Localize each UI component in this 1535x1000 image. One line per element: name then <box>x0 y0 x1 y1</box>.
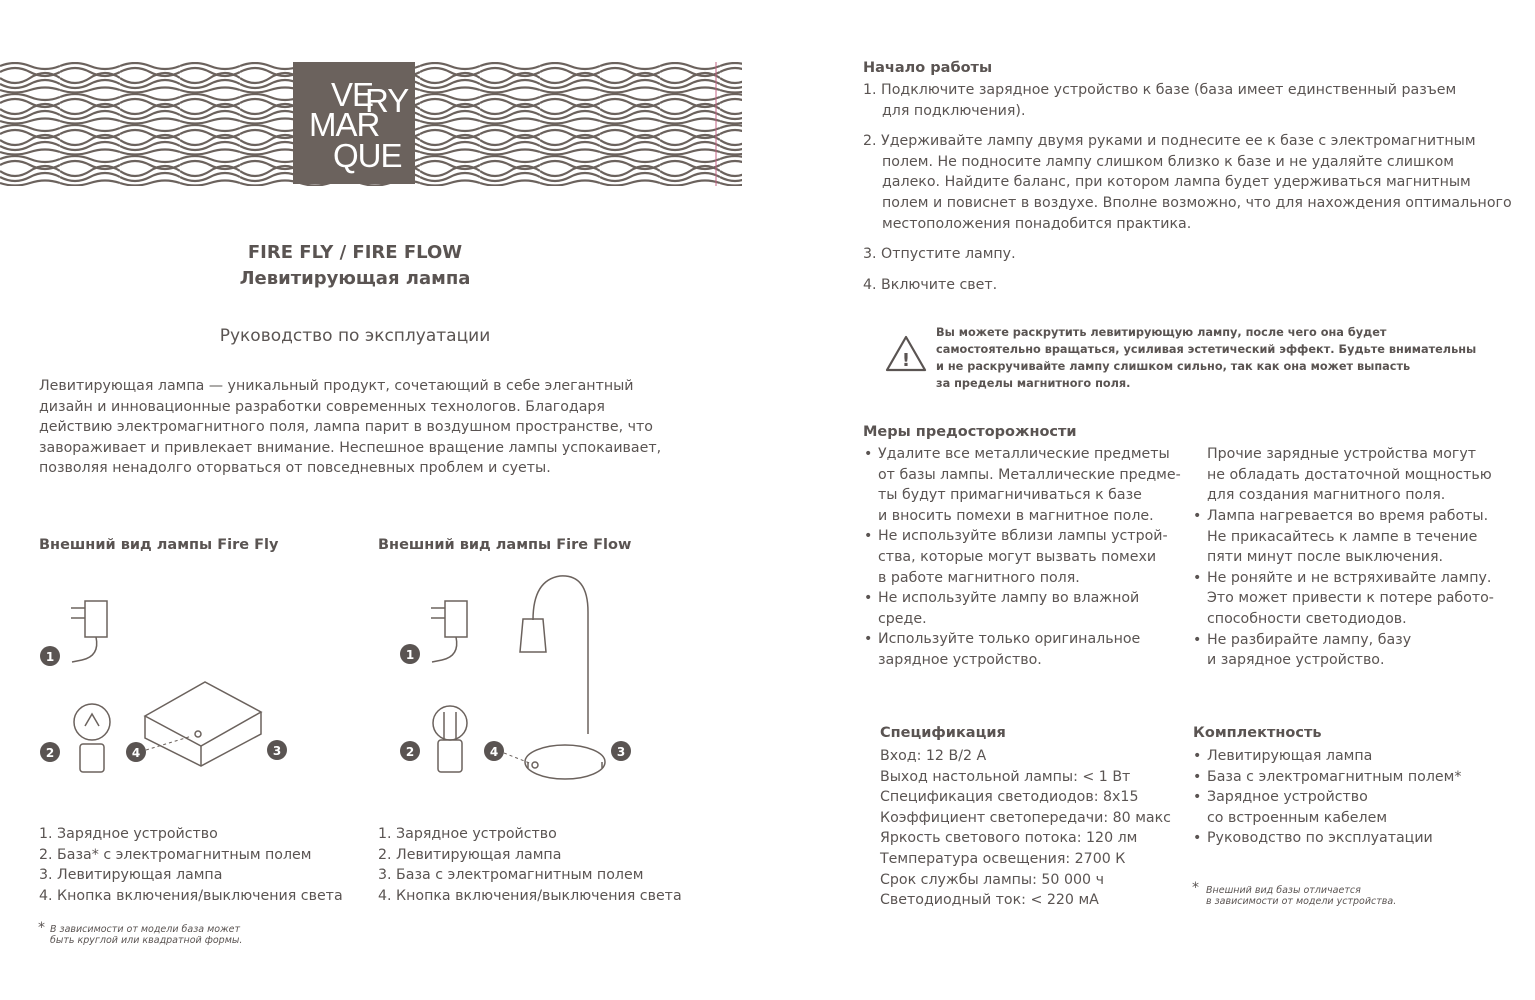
precautions-list-left <box>864 444 1184 671</box>
item-line: • База с электромагнитным полем* <box>1207 768 1462 785</box>
spec-row: Спецификация светодиодов: 8х15 <box>880 789 1139 806</box>
footnote-asterisk: * <box>38 920 45 936</box>
intro-line: завораживает и привлекает внимание. Неспешное вращение лампы успокаивает, <box>39 439 662 456</box>
list-item <box>864 444 1184 526</box>
logo-line1b: RY <box>365 82 409 119</box>
precautions-list-right <box>1193 506 1523 671</box>
precautions-heading: Меры предосторожности <box>863 424 1077 440</box>
item-line: • Используйте только оригинальное <box>878 631 1141 648</box>
bulb-illustration <box>433 706 467 772</box>
item-line: среде. <box>878 610 927 627</box>
step-line: 1. Подключите зарядное устройство к базе (база имеет единственный разъем <box>863 82 1457 98</box>
warning-line: самостоятельно вращаться, усиливая эстетический эффект. Будьте внимательны <box>936 343 1477 356</box>
item-line: зарядное устройство. <box>878 651 1042 668</box>
footnote-line: в зависимости от модели устройства. <box>1206 896 1397 907</box>
warning-line: и не раскручивайте лампу слишком сильно, так как она может выпасть <box>936 360 1411 373</box>
footnote-line: быть круглой или квадратной формы. <box>50 935 243 946</box>
step-item <box>863 275 1513 296</box>
list-item: 3. Левитирующая лампа <box>39 867 223 884</box>
firefly-illustration <box>30 590 300 790</box>
marker-2-label: 2 <box>45 746 55 760</box>
marker-4-label: 4 <box>131 746 141 760</box>
item-line: • Левитирующая лампа <box>1207 748 1373 764</box>
item-line: • Не разбирайте лампу, базу <box>1207 631 1412 648</box>
spec-row: Температура освещения: 2700 К <box>880 850 1126 867</box>
step-line: для подключения). <box>882 102 1026 119</box>
list-item: 4. Кнопка включения/выключения света <box>39 887 343 904</box>
spec-row: Вход: 12 В/2 А <box>880 748 987 764</box>
document-subtitle: Руководство по эксплуатации <box>219 326 491 346</box>
item-line: от базы лампы. Металлические предме- <box>878 466 1181 483</box>
start-steps <box>863 80 1513 305</box>
list-item <box>864 629 1184 670</box>
kit-list <box>1193 746 1513 849</box>
intro-line: Левитирующая лампа — уникальный продукт, сочетающий в себе элегантный <box>39 378 634 394</box>
logo-line3: QUE <box>333 137 402 174</box>
item-line: • Не роняйте и не встряхивайте лампу. <box>1207 569 1492 586</box>
title-line1: FIRE FLY / FIRE FLOW <box>247 242 463 263</box>
list-item <box>1193 630 1523 671</box>
spec-row: Срок службы лампы: 50 000 ч <box>880 871 1104 888</box>
kit-footnote <box>1206 885 1396 907</box>
item-line: со встроенным кабелем <box>1207 809 1388 826</box>
step-line: полем и повиснет в воздухе. Вполне возможно, что для нахождения оптимального <box>882 194 1512 211</box>
intro-paragraph <box>39 376 679 479</box>
marker-3-label: 3 <box>272 744 282 758</box>
arched-lamp-illustration <box>520 576 605 779</box>
item-line: в работе магнитного поля. <box>878 569 1080 586</box>
list-item: 2. Левитирующая лампа <box>378 846 562 863</box>
step-item <box>863 131 1513 234</box>
list-item <box>1193 767 1513 788</box>
step-line: полем. Не подносите лампу слишком близко к базе и не удаляйте слишком <box>882 153 1454 170</box>
step-item <box>863 244 1513 265</box>
title-line2: Левитирующая лампа <box>239 268 471 289</box>
list-item <box>864 588 1184 629</box>
charger-illustration <box>431 601 467 662</box>
intro-line: Прочие зарядные устройства могут <box>1207 446 1476 462</box>
charger-illustration <box>71 601 107 662</box>
list-item <box>1193 506 1523 568</box>
list-item: 3. База с электромагнитным полем <box>378 867 644 884</box>
warning-text <box>936 324 1476 392</box>
step-line: 2. Удерживайте лампу двумя руками и поднесите ее к базе с электромагнитным <box>863 133 1476 150</box>
square-base-illustration <box>145 682 261 766</box>
list-item: 1. Зарядное устройство <box>39 826 218 842</box>
intro-line: действию электромагнитного поля, лампа парит в воздушном пространстве, что <box>39 419 653 436</box>
step-line: 4. Включите свет. <box>863 276 998 293</box>
list-item <box>1193 828 1513 849</box>
item-line: Не прикасайтесь к лампе в течение <box>1207 528 1478 545</box>
brand-logo <box>293 62 415 184</box>
item-line: пяти минут после выключения. <box>1207 549 1444 566</box>
intro-line: дизайн и инновационные разработки современных технологов. Благодаря <box>39 398 605 415</box>
item-line: Это может привести к потере работо- <box>1207 590 1494 607</box>
list-item <box>1193 746 1513 767</box>
step-line: 3. Отпустите лампу. <box>863 246 1016 263</box>
item-line: • Не используйте лампу во влажной <box>878 590 1140 607</box>
marker-4-label: 4 <box>489 745 499 759</box>
step-item <box>863 80 1513 121</box>
item-line: • Лампа нагревается во время работы. <box>1207 508 1489 524</box>
list-item <box>1193 787 1513 828</box>
spec-list <box>880 746 1171 911</box>
logo-line2: MAR <box>309 106 380 143</box>
document-title <box>40 240 670 292</box>
item-line: • Удалите все металлические предметы <box>878 446 1170 462</box>
start-heading: Начало работы <box>863 60 993 76</box>
step-line: далеко. Найдите баланс, при котором лампа будет удерживаться магнитным <box>882 174 1471 191</box>
marker-3-label: 3 <box>616 745 626 759</box>
step-line: местоположения понадобится практика. <box>882 215 1192 232</box>
item-line: способности светодиодов. <box>1207 610 1407 627</box>
warning-icon <box>884 334 928 374</box>
item-line: • Не используйте вблизи лампы устрой- <box>878 528 1168 545</box>
list-item: 4. Кнопка включения/выключения света <box>378 887 682 904</box>
spec-row: Выход настольной лампы: < 1 Вт <box>880 768 1131 785</box>
spec-heading: Спецификация <box>880 725 1006 741</box>
precautions-right <box>1207 444 1517 506</box>
kit-heading: Комплектность <box>1193 725 1322 741</box>
firefly-parts-list <box>39 824 343 906</box>
footnote-line: В зависимости от модели база может <box>50 924 241 935</box>
bulb-illustration <box>74 704 110 772</box>
fireflow-heading: Внешний вид лампы Fire Flow <box>378 537 632 553</box>
spec-row: Коэффициент светопередачи: 80 макс <box>880 809 1171 826</box>
marker-2-label: 2 <box>405 745 415 759</box>
warning-line: за пределы магнитного поля. <box>936 377 1131 390</box>
item-line: ства, которые могут вызвать помехи <box>878 548 1157 565</box>
firefly-heading: Внешний вид лампы Fire Fly <box>39 537 279 553</box>
warning-symbol: ! <box>901 350 911 371</box>
footnote-asterisk: * <box>1192 880 1199 896</box>
marker-1-label: 1 <box>405 648 415 662</box>
spec-row: Яркость светового потока: 120 лм <box>880 830 1138 847</box>
marker-1-label: 1 <box>45 650 55 664</box>
fireflow-parts-list <box>378 824 682 906</box>
firefly-footnote <box>50 924 242 946</box>
item-line: ты будут примагничиваться к базе <box>878 487 1142 504</box>
list-item: 2. База* с электромагнитным полем <box>39 846 312 863</box>
item-line: и зарядное устройство. <box>1207 652 1385 669</box>
list-item: 1. Зарядное устройство <box>378 826 557 842</box>
intro-line: не обладать достаточной мощностью <box>1207 466 1492 483</box>
list-item <box>1193 568 1523 630</box>
logo-line1: VE <box>331 76 374 113</box>
footnote-line: Внешний вид базы отличается <box>1206 885 1361 896</box>
fireflow-illustration <box>390 572 650 792</box>
spec-row: Светодиодный ток: < 220 мА <box>880 892 1099 909</box>
item-line: • Руководство по эксплуатации <box>1207 830 1433 847</box>
item-line: и вносить помехи в магнитное поле. <box>878 507 1154 524</box>
item-line: • Зарядное устройство <box>1207 789 1368 806</box>
intro-line: позволяя ненадолго оторваться от повседневных проблем и суеты. <box>39 460 551 477</box>
warning-line: Вы можете раскрутить левитирующую лампу, после чего она будет <box>936 326 1387 339</box>
list-item <box>864 526 1184 588</box>
intro-line: для создания магнитного поля. <box>1207 487 1446 504</box>
